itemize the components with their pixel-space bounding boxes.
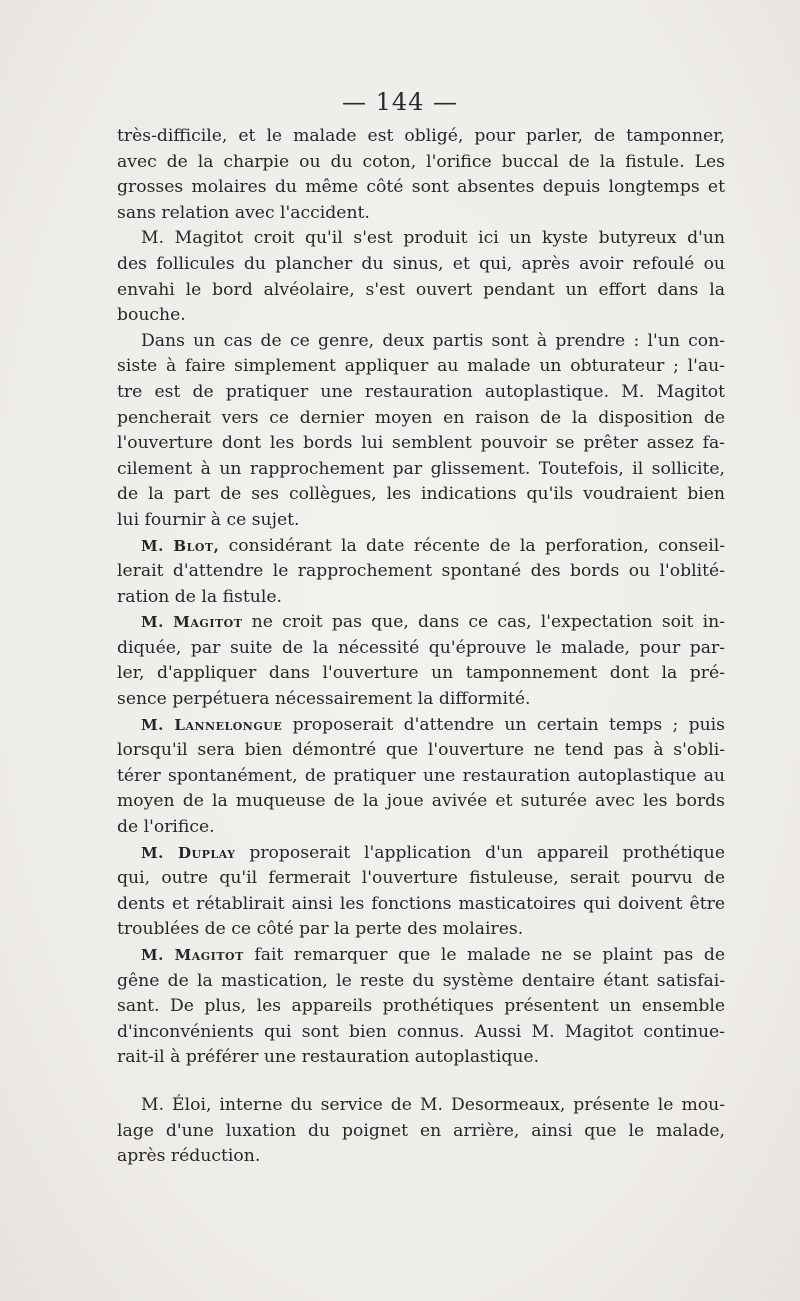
text-line: lerait d'attendre le rapprochement spontané des bords ou l'oblité- — [117, 561, 725, 582]
text-line: diquée, par suite de la nécessité qu'éprouve le malade, pour par- — [117, 637, 725, 658]
text-fragment: fait remarquer que le malade ne se plaint pas de — [243, 945, 725, 965]
text-line: ration de la fistule. — [117, 586, 282, 607]
text-line: bouche. — [117, 305, 186, 326]
text-fragment: considérant la date récente de la perforation, conseil- — [219, 535, 725, 556]
text-line: avec de la charpie ou du coton, l'orifice buccal de la fistule. Les — [117, 151, 725, 172]
text-fragment: proposerait l'application d'un appareil prothétique — [235, 842, 725, 863]
text-line: lorsqu'il sera bien démontré que l'ouverture ne tend pas à s'obli- — [117, 740, 725, 761]
text-line: térer spontanément, de pratiquer une restauration autoplastique au — [117, 765, 725, 786]
paragraph — [117, 329, 725, 534]
text-line: qui, outre qu'il fermerait l'ouverture fistuleuse, serait pourvu de — [117, 868, 725, 889]
text-line: l'ouverture dont les bords lui semblent pouvoir se prêter assez fa- — [117, 433, 725, 454]
text-line: très-difficile, et le malade est obligé, pour parler, de tamponner, — [117, 126, 725, 146]
text-line: de l'orifice. — [117, 817, 215, 838]
paragraph — [117, 226, 725, 328]
speaker-name: M. Duplay — [141, 843, 236, 862]
text-line: M. Magitot croit qu'il s'est produit ici un kyste butyreux d'un — [141, 228, 725, 249]
text-line: sence perpétuera nécessairement la difformité. — [117, 689, 531, 710]
paragraph — [117, 124, 725, 226]
text-fragment: proposerait d'attendre un certain temps ; puis — [282, 714, 725, 735]
paragraph — [117, 841, 725, 943]
text-line: gêne de la mastication, le reste du système dentaire étant satisfai- — [117, 970, 725, 991]
text-line: moyen de la muqueuse de la joue avivée et suturée avec les bords — [117, 791, 725, 812]
text-line: ler, d'appliquer dans l'ouverture un tamponnement dont la pré- — [117, 663, 725, 684]
text-line: troublées de ce côté par la perte des molaires. — [117, 919, 524, 940]
text-fragment: ne croit pas que, dans ce cas, l'expectation soit in- — [242, 612, 725, 633]
text-line — [117, 713, 725, 739]
text-line: Dans un cas de ce genre, deux partis sont à prendre : l'un con- — [141, 330, 725, 351]
paragraph — [117, 943, 725, 1071]
text-line: siste à faire simplement appliquer au malade un obturateur ; l'au- — [117, 356, 725, 377]
text-line: M. Éloi, interne du service de M. Desormeaux, présente le mou- — [141, 1094, 725, 1115]
paragraph — [117, 610, 725, 712]
text-line — [117, 943, 725, 969]
text-line: cilement à un rapprochement par glissement. Toutefois, il sollicite, — [117, 458, 725, 479]
text-line: lui fournir à ce sujet. — [117, 509, 300, 530]
text-line: des follicules du plancher du sinus, et qui, après avoir refoulé ou — [117, 253, 725, 274]
text-line — [117, 841, 725, 867]
text-line: de la part de ses collègues, les indications qu'ils voudraient bien — [117, 484, 725, 505]
text-line: après réduction. — [117, 1146, 261, 1167]
paragraph — [117, 534, 725, 611]
text-line: d'inconvénients qui sont bien connus. Aussi M. Magitot continue- — [117, 1021, 725, 1042]
paragraph — [117, 713, 725, 841]
body-text — [117, 124, 725, 1170]
text-line: sant. De plus, les appareils prothétiques présentent un ensemble — [117, 996, 725, 1017]
section-gap — [117, 1071, 725, 1093]
speaker-name: M. Blot, — [141, 536, 220, 555]
text-line: lage d'une luxation du poignet en arrière, ainsi que le malade, — [117, 1120, 725, 1141]
text-line: grosses molaires du même côté sont absentes depuis longtemps et — [117, 177, 725, 198]
text-line: envahi le bord alvéolaire, s'est ouvert pendant un effort dans la — [117, 279, 725, 300]
speaker-name: M. Magitot — [141, 613, 243, 632]
text-line: pencherait vers ce dernier moyen en raison de la disposition de — [117, 407, 725, 428]
text-line — [117, 610, 725, 636]
text-line: dents et rétablirait ainsi les fonctions masticatoires qui doivent être — [117, 893, 725, 914]
text-line: rait-il à préférer une restauration autoplastique. — [117, 1047, 540, 1068]
paragraph — [117, 1093, 725, 1170]
page-number: — 144 — — [341, 88, 459, 116]
speaker-name: M. Magitot — [141, 946, 244, 964]
speaker-name: M. Lannelongue — [141, 715, 283, 734]
text-line — [117, 534, 725, 560]
text-line: tre est de pratiquer une restauration autoplastique. M. Magitot — [117, 381, 725, 402]
text-line: sans relation avec l'accident. — [117, 202, 370, 223]
